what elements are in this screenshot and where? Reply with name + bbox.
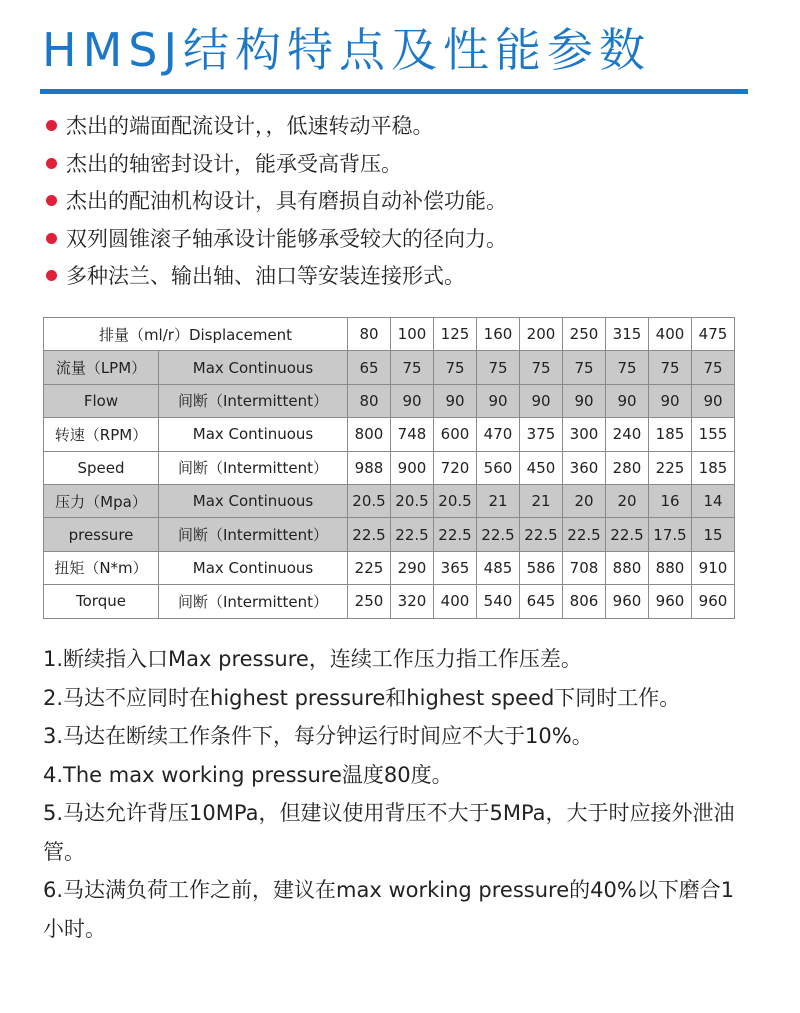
displacement-value: 400 xyxy=(649,318,692,351)
table-cell: 586 xyxy=(520,551,563,584)
table-cell: 65 xyxy=(348,351,391,384)
displacement-value: 100 xyxy=(391,318,434,351)
table-cell: 880 xyxy=(606,551,649,584)
table-cell: 560 xyxy=(477,451,520,484)
table-cell: 22.5 xyxy=(348,518,391,551)
table-cell: 75 xyxy=(391,351,434,384)
table-cell: 20.5 xyxy=(434,484,477,517)
table-cell: 90 xyxy=(520,384,563,417)
table-cell: 360 xyxy=(563,451,606,484)
table-row xyxy=(44,484,735,517)
table-cell: 960 xyxy=(606,585,649,618)
displacement-value: 125 xyxy=(434,318,477,351)
table-row xyxy=(44,585,735,618)
displacement-value: 80 xyxy=(348,318,391,351)
table-cell: 90 xyxy=(692,384,735,417)
table-cell: 300 xyxy=(563,418,606,451)
table-cell: 20.5 xyxy=(391,484,434,517)
table-cell: 240 xyxy=(606,418,649,451)
group-label-en: Flow xyxy=(44,384,159,417)
feature-text: 杰出的配油机构设计，具有磨损自动补偿功能。 xyxy=(66,189,507,213)
bullet-icon xyxy=(46,270,57,281)
table-cell: 708 xyxy=(563,551,606,584)
displacement-value: 475 xyxy=(692,318,735,351)
table-cell: 806 xyxy=(563,585,606,618)
feature-text: 双列圆锥滚子轴承设计能够承受较大的径向力。 xyxy=(66,226,507,251)
table-cell: 90 xyxy=(434,384,477,417)
feature-text: 多种法兰、输出轴、油口等安装连接形式。 xyxy=(66,264,465,288)
table-cell: 280 xyxy=(606,451,649,484)
table-cell: 90 xyxy=(391,384,434,417)
table-cell: 75 xyxy=(477,351,520,384)
table-cell: 225 xyxy=(649,451,692,484)
displacement-header: 排量（ml/r）Displacement xyxy=(44,318,348,351)
group-label-en: Torque xyxy=(44,585,159,618)
table-cell: 22.5 xyxy=(434,518,477,551)
table-row xyxy=(44,451,735,484)
mode-label: Max Continuous xyxy=(159,418,348,451)
note-item: 4.The max working pressure温度80度。 xyxy=(43,762,453,787)
table-cell: 80 xyxy=(348,384,391,417)
table-cell: 720 xyxy=(434,451,477,484)
table-cell: 75 xyxy=(434,351,477,384)
feature-item xyxy=(46,258,507,296)
table-cell: 645 xyxy=(520,585,563,618)
mode-label: Max Continuous xyxy=(159,351,348,384)
mode-label: Max Continuous xyxy=(159,551,348,584)
group-label-en: pressure xyxy=(44,518,159,551)
table-cell: 960 xyxy=(649,585,692,618)
note-item: 3.马达在断续工作条件下，每分钟运行时间应不大于10%。 xyxy=(43,724,593,748)
table-row xyxy=(44,351,735,384)
table-row xyxy=(44,418,735,451)
table-cell: 22.5 xyxy=(520,518,563,551)
table-cell: 75 xyxy=(649,351,692,384)
feature-item xyxy=(46,146,507,184)
table-cell: 960 xyxy=(692,585,735,618)
mode-label: 间断（Intermittent） xyxy=(159,585,348,618)
table-cell: 470 xyxy=(477,418,520,451)
note-item: 1.断续指入口Max pressure，连续工作压力指工作压差。 xyxy=(43,647,582,671)
feature-item xyxy=(46,108,507,146)
table-cell: 90 xyxy=(649,384,692,417)
table-cell: 400 xyxy=(434,585,477,618)
table-cell: 910 xyxy=(692,551,735,584)
bullet-icon xyxy=(46,233,57,244)
displacement-value: 315 xyxy=(606,318,649,351)
table-cell: 75 xyxy=(606,351,649,384)
bullet-icon xyxy=(46,158,57,169)
table-cell: 22.5 xyxy=(391,518,434,551)
table-row xyxy=(44,518,735,551)
displacement-value: 200 xyxy=(520,318,563,351)
table-cell: 748 xyxy=(391,418,434,451)
table-cell: 20.5 xyxy=(348,484,391,517)
table-cell: 450 xyxy=(520,451,563,484)
mode-label: 间断（Intermittent） xyxy=(159,384,348,417)
note-item: 6.马达满负荷工作之前，建议在max working pressure的40%以下磨合1小时。 xyxy=(43,878,735,941)
table-cell: 600 xyxy=(434,418,477,451)
table-cell: 988 xyxy=(348,451,391,484)
feature-text: 杰出的轴密封设计，能承受高背压。 xyxy=(66,151,402,176)
table-cell: 22.5 xyxy=(563,518,606,551)
table-cell: 320 xyxy=(391,585,434,618)
table-cell: 21 xyxy=(520,484,563,517)
table-cell: 75 xyxy=(692,351,735,384)
group-label-cn: 压力（Mpa） xyxy=(44,484,159,517)
table-cell: 14 xyxy=(692,484,735,517)
table-cell: 375 xyxy=(520,418,563,451)
group-label-cn: 转速（RPM） xyxy=(44,418,159,451)
table-cell: 20 xyxy=(563,484,606,517)
table-cell: 185 xyxy=(692,451,735,484)
title-divider xyxy=(40,89,748,94)
page-title: HMSJ结构特点及性能参数 xyxy=(42,23,652,77)
table-cell: 15 xyxy=(692,518,735,551)
table-cell: 880 xyxy=(649,551,692,584)
table-cell: 540 xyxy=(477,585,520,618)
table-cell: 22.5 xyxy=(477,518,520,551)
table-cell: 90 xyxy=(606,384,649,417)
table-cell: 75 xyxy=(563,351,606,384)
table-cell: 22.5 xyxy=(606,518,649,551)
table-cell: 225 xyxy=(348,551,391,584)
feature-text: 杰出的端面配流设计，，低速转动平稳。 xyxy=(66,114,434,138)
displacement-value: 250 xyxy=(563,318,606,351)
table-cell: 90 xyxy=(563,384,606,417)
note-item: 2.马达不应同时在highest pressure和highest speed下同时工作。 xyxy=(43,685,681,710)
table-cell: 90 xyxy=(477,384,520,417)
table-cell: 290 xyxy=(391,551,434,584)
bullet-icon xyxy=(46,195,57,206)
table-cell: 20 xyxy=(606,484,649,517)
table-cell: 185 xyxy=(649,418,692,451)
feature-list xyxy=(46,108,507,296)
bullet-icon xyxy=(46,120,57,131)
spec-table xyxy=(43,317,735,619)
group-label-cn: 扭矩（N*m） xyxy=(44,551,159,584)
mode-label: Max Continuous xyxy=(159,484,348,517)
table-header-row xyxy=(44,318,735,351)
table-cell: 75 xyxy=(520,351,563,384)
mode-label: 间断（Intermittent） xyxy=(159,451,348,484)
group-label-cn: 流量（LPM） xyxy=(44,351,159,384)
table-cell: 16 xyxy=(649,484,692,517)
table-cell: 485 xyxy=(477,551,520,584)
table-cell: 800 xyxy=(348,418,391,451)
table-cell: 21 xyxy=(477,484,520,517)
table-cell: 17.5 xyxy=(649,518,692,551)
table-row xyxy=(44,384,735,417)
mode-label: 间断（Intermittent） xyxy=(159,518,348,551)
table-cell: 365 xyxy=(434,551,477,584)
displacement-value: 160 xyxy=(477,318,520,351)
table-cell: 250 xyxy=(348,585,391,618)
table-cell: 900 xyxy=(391,451,434,484)
feature-item xyxy=(46,221,507,259)
feature-item xyxy=(46,183,507,221)
notes xyxy=(43,640,753,948)
spec-table-body xyxy=(44,318,735,619)
table-row xyxy=(44,551,735,584)
note-item: 5.马达允许背压10MPa，但建议使用背压不大于5MPa，大于时应接外泄油管。 xyxy=(43,801,735,864)
group-label-en: Speed xyxy=(44,451,159,484)
table-cell: 155 xyxy=(692,418,735,451)
